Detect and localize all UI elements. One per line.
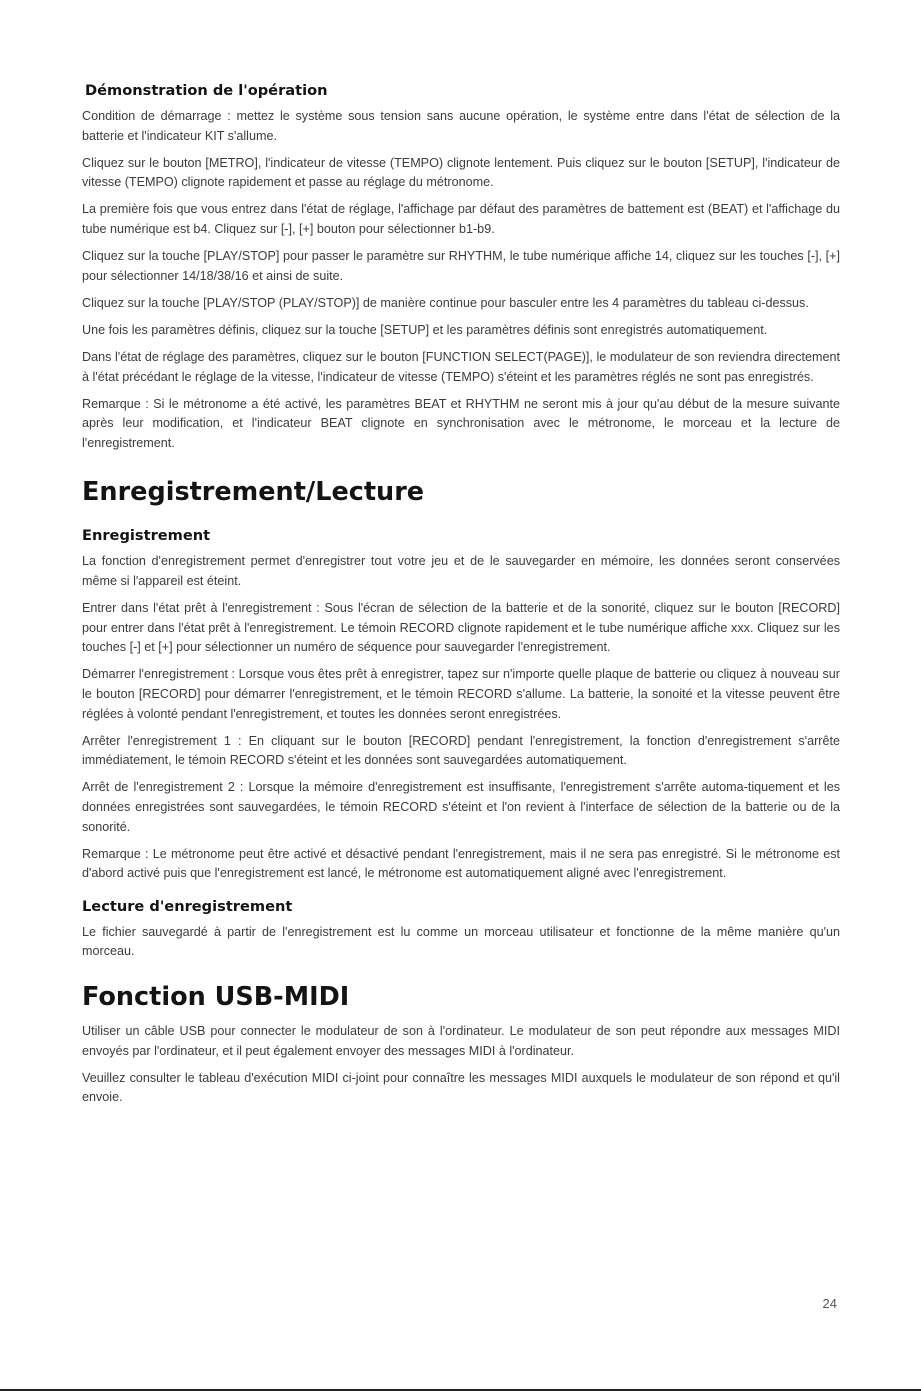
document-page: [82, 80, 840, 1115]
paragraph: Arrêter l'enregistrement 1 : En cliquant sur le bouton [RECORD] pendant l'enregistrement, la fonction d'enregistrement s'arrête immédiatement, le témoin RECORD s'éteint et les données sont sauvegardées automatiquement.: [82, 733, 840, 768]
paragraph: Arrêt de l'enregistrement 2 : Lorsque la mémoire d'enregistrement est insuffisante, l'enregistrement s'arrête automa-tiquement et les données enregistrées sont sauvegardées, le témoin RECORD s'éteint et l'on revient à l'interface de sélection de la batterie ou de la sonorité.: [82, 780, 840, 834]
paragraph: Démarrer l'enregistrement : Lorsque vous êtes prêt à enregistrer, tapez sur n'importe quelle plaque de batterie ou cliquez à nouveau sur le bouton [RECORD] pour démarrer l'enregistrement, et le témoin RECORD s'allume. La batterie, la sonoité et la vitesse peuvent être réglées à volonté pendant l'enregistrement, et toutes les données seront enregistrées.: [82, 667, 840, 721]
paragraph: Cliquez sur la touche [PLAY/STOP] pour passer le paramètre sur RHYTHM, le tube numérique affiche 14, cliquez sur les touches [-], [+] pour sélectionner 14/18/38/16 et ainsi de suite.: [82, 249, 840, 283]
paragraph: Dans l'état de réglage des paramètres, cliquez sur le bouton [FUNCTION SELECT(PAGE)], le modulateur de son reviendra directement à l'état précédant le réglage de la vitesse, l'indicateur de vitesse (TEMPO) s'éteint et les paramètres réglés ne sont pas enregistrés.: [82, 349, 840, 384]
bottom-divider: [0, 1389, 921, 1391]
recording-heading: Enregistrement: [82, 527, 211, 545]
paragraph: Cliquez sur le bouton [METRO], l'indicateur de vitesse (TEMPO) clignote lentement. Puis cliquez sur le bouton [SETUP], l'indicateur de vitesse (TEMPO) clignote rapidement et passe au réglage du métronome.: [82, 155, 840, 190]
paragraph: Une fois les paramètres définis, cliquez sur la touche [SETUP] et les paramètres définis sont enregistrés automatiquement.: [82, 322, 768, 337]
paragraph: Remarque : Le métronome peut être activé et désactivé pendant l'enregistrement, mais il ne sera pas enregistré. Si le métronome est d'abord activé puis que l'enregistrement est lancé, le métronome est automatiquement aligné avec l'enregistrement.: [82, 846, 840, 881]
paragraph: Remarque : Si le métronome a été activé, les paramètres BEAT et RHYTHM ne seront mis à jour qu'au début de la mesure suivante après leur modification, et l'indicateur BEAT clignote en synchronisation avec le métronome, le morceau et la lecture de l'enregistrement.: [82, 396, 840, 450]
page-number: 24: [822, 1296, 837, 1311]
paragraph: La fonction d'enregistrement permet d'enregistrer tout votre jeu et de le sauvegarder en mémoire, les données seront conservées même si l'appareil est éteint.: [82, 554, 840, 588]
paragraph: Condition de démarrage : mettez le système sous tension sans aucune opération, le système entre dans l'état de sélection de la batterie et l'indicateur KIT s'allume.: [82, 109, 840, 143]
paragraph: Cliquez sur la touche [PLAY/STOP (PLAY/STOP)] de manière continue pour basculer entre les 4 paramètres du tableau ci-dessus.: [82, 295, 809, 310]
record-playback-title: Enregistrement/Lecture: [82, 477, 425, 508]
demo-heading: Démonstration de l'opération: [85, 82, 328, 99]
paragraph: Le fichier sauvegardé à partir de l'enregistrement est lu comme un morceau utilisateur et fonctionne de la même manière qu'un morceau.: [82, 924, 840, 959]
paragraph: La première fois que vous entrez dans l'état de réglage, l'affichage par défaut des paramètres de battement est (BEAT) et l'affichage du tube numérique est b4. Cliquez sur [-], [+] bouton pour sélectionner b1-b9.: [82, 202, 840, 236]
paragraph: Entrer dans l'état prêt à l'enregistrement : Sous l'écran de sélection de la batterie et de la sonorité, cliquez sur le bouton [RECORD] pour entrer dans l'état prêt à l'enregistrement. Le témoin RECORD clignote rapidement et le tube numérique affiche xxx. Cliquez sur les touches [-] et [+] pour sélectionner un numéro de séquence pour sauvegarder l'enregistrement.: [82, 601, 840, 655]
usb-midi-title: Fonction USB-MIDI: [82, 982, 350, 1012]
paragraph: Utiliser un câble USB pour connecter le modulateur de son à l'ordinateur. Le modulateur de son peut répondre aux messages MIDI envoyés par l'ordinateur, et il peut également envoyer des messages MIDI à l'ordinateur.: [82, 1024, 840, 1058]
paragraph: Veuillez consulter le tableau d'exécution MIDI ci-joint pour connaître les messages MIDI auxquels le modulateur de son répond et qu'il envoie.: [82, 1070, 840, 1105]
playback-heading: Lecture d'enregistrement: [82, 897, 293, 915]
